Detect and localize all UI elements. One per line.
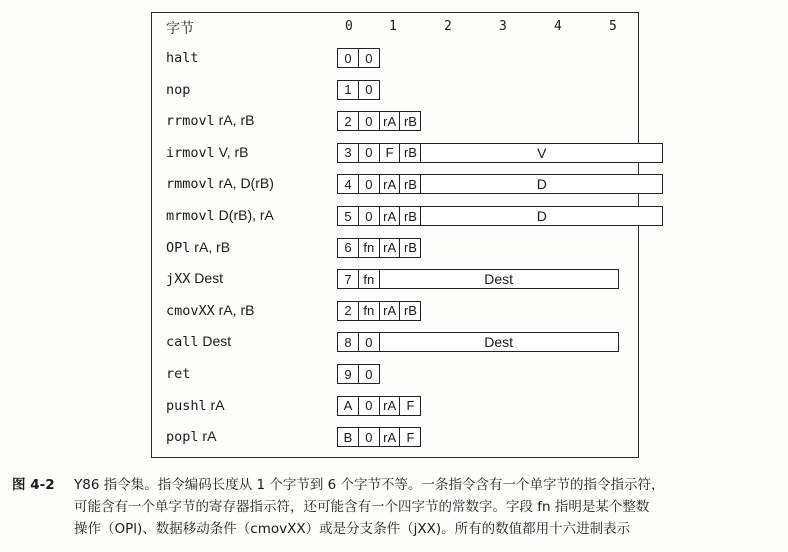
- encoding-field: 1: [337, 80, 359, 100]
- instruction-label-popl: [166, 428, 216, 445]
- instruction-operands: Dest: [198, 333, 232, 350]
- encoding-field: 5: [337, 206, 359, 226]
- instruction-operands: Dest: [190, 270, 224, 287]
- encoding-field: rB: [399, 238, 421, 258]
- encoding-field: 0: [358, 427, 380, 447]
- encoding-field: rB: [399, 111, 421, 131]
- encoding-field: B: [337, 427, 359, 447]
- encoding-field: 0: [358, 48, 380, 68]
- instruction-operands: rA: [206, 396, 225, 413]
- encoding-field: fn: [358, 238, 380, 258]
- instruction-label-opl: [166, 239, 230, 256]
- encoding-field: 0: [358, 206, 380, 226]
- instruction-label-irmovl: [166, 144, 249, 161]
- encoding-field: Dest: [379, 332, 619, 352]
- instruction-opcode: call: [166, 334, 199, 351]
- encoding-field: 0: [358, 174, 380, 194]
- encoding-field: 0: [358, 364, 380, 384]
- encoding-field: V: [420, 143, 663, 163]
- byte-number-5: 5: [609, 19, 617, 34]
- encoding-field: 0: [358, 111, 380, 131]
- encoding-field: rA: [379, 427, 401, 447]
- encoding-call: [337, 332, 617, 352]
- byte-number-0: 0: [345, 19, 353, 34]
- instruction-label-mrmovl: [166, 207, 274, 224]
- instruction-opcode: OPl: [166, 239, 191, 256]
- instruction-opcode: irmovl: [166, 144, 215, 161]
- encoding-field: F: [399, 396, 421, 416]
- figure-label: 图 4-2: [12, 477, 55, 493]
- encoding-field: 0: [358, 80, 380, 100]
- instruction-opcode: halt: [166, 50, 199, 66]
- byte-number-1: 1: [389, 19, 397, 34]
- encoding-field: rB: [399, 206, 421, 226]
- instruction-label-nop: [166, 81, 190, 98]
- instruction-opcode: ret: [166, 366, 191, 382]
- encoding-irmovl: [337, 143, 662, 163]
- instruction-label-rmmovl: [166, 175, 274, 192]
- encoding-field: 0: [358, 396, 380, 416]
- byte-number-4: 4: [554, 19, 562, 34]
- encoding-field: 0: [358, 332, 380, 352]
- encoding-cmovxx: [337, 301, 420, 321]
- instruction-opcode: rrmovl: [166, 113, 215, 130]
- instruction-opcode: nop: [166, 81, 191, 98]
- instruction-label-jxx: [166, 270, 223, 287]
- figure-caption: [12, 474, 782, 540]
- encoding-field: rA: [379, 238, 401, 258]
- encoding-field: F: [379, 143, 401, 163]
- instruction-label-cmovxx: [166, 302, 254, 319]
- caption-line-2: 可能含有一个单字节的寄存器指示符，还可能含有一个四字节的常数字。字段 fn 指明是某个整数: [74, 499, 650, 515]
- instruction-operands: rA, rB: [214, 112, 255, 129]
- encoding-field: rB: [399, 143, 421, 163]
- encoding-field: 9: [337, 364, 359, 384]
- byte-header-label: 字节: [166, 21, 194, 37]
- instruction-operands: V, rB: [214, 143, 249, 160]
- instruction-operands: D(rB), rA: [214, 207, 274, 223]
- encoding-field: 6: [337, 238, 359, 258]
- encoding-field: D: [420, 174, 663, 194]
- instruction-label-rrmovl: [166, 112, 254, 129]
- encoding-field: fn: [358, 269, 380, 289]
- instruction-label-call: [166, 333, 231, 350]
- encoding-field: F: [399, 427, 421, 447]
- encoding-field: rA: [379, 206, 401, 226]
- encoding-field: 0: [337, 48, 359, 68]
- encoding-field: rA: [379, 396, 401, 416]
- instruction-opcode: rmmovl: [166, 176, 215, 193]
- instruction-opcode: jXX: [166, 271, 191, 288]
- encoding-rrmovl: [337, 111, 420, 131]
- encoding-opl: [337, 238, 420, 258]
- encoding-field: rB: [399, 301, 421, 321]
- instruction-opcode: mrmovl: [166, 208, 215, 224]
- encoding-field: 2: [337, 301, 359, 321]
- encoding-popl: [337, 427, 420, 447]
- encoding-field: 0: [358, 143, 380, 163]
- encoding-mrmovl: [337, 206, 662, 226]
- encoding-field: fn: [358, 301, 380, 321]
- encoding-field: D: [420, 206, 663, 226]
- instruction-operands: rA, rB: [190, 238, 231, 255]
- instruction-label-ret: [166, 365, 190, 382]
- instruction-operands: rA, D(rB): [214, 175, 274, 192]
- encoding-rmmovl: [337, 174, 662, 194]
- instruction-opcode: popl: [166, 429, 199, 446]
- encoding-jxx: [337, 269, 617, 289]
- instruction-label-halt: [166, 49, 199, 66]
- encoding-field: 2: [337, 111, 359, 131]
- instruction-operands: rA: [198, 428, 217, 445]
- byte-number-2: 2: [444, 19, 452, 34]
- encoding-field: rA: [379, 174, 401, 194]
- encoding-field: rB: [399, 174, 421, 194]
- encoding-field: rA: [379, 111, 401, 131]
- instruction-operands: rA, rB: [214, 301, 255, 318]
- encoding-field: 3: [337, 143, 359, 163]
- encoding-field: A: [337, 396, 359, 416]
- encoding-field: 4: [337, 174, 359, 194]
- encoding-ret: [337, 364, 379, 384]
- instruction-opcode: cmovXX: [166, 302, 215, 319]
- encoding-field: rA: [379, 301, 401, 321]
- caption-line-3: 操作（OPl)、数据移动条件（cmovXX）或是分支条件（jXX)。所有的数值都用十六进制表示: [74, 521, 631, 537]
- instruction-opcode: pushl: [166, 397, 207, 414]
- caption-line-1: Y86 指令集。指令编码长度从 1 个字节到 6 个字节不等。一条指令含有一个单字节的指令指示符，: [74, 477, 665, 493]
- encoding-pushl: [337, 396, 420, 416]
- encoding-halt: [337, 48, 379, 68]
- instruction-label-pushl: [166, 397, 225, 414]
- encoding-field: 7: [337, 269, 359, 289]
- encoding-field: 8: [337, 332, 359, 352]
- encoding-nop: [337, 80, 379, 100]
- instruction-table-frame: [151, 12, 639, 458]
- byte-number-3: 3: [499, 19, 507, 34]
- encoding-field: Dest: [379, 269, 619, 289]
